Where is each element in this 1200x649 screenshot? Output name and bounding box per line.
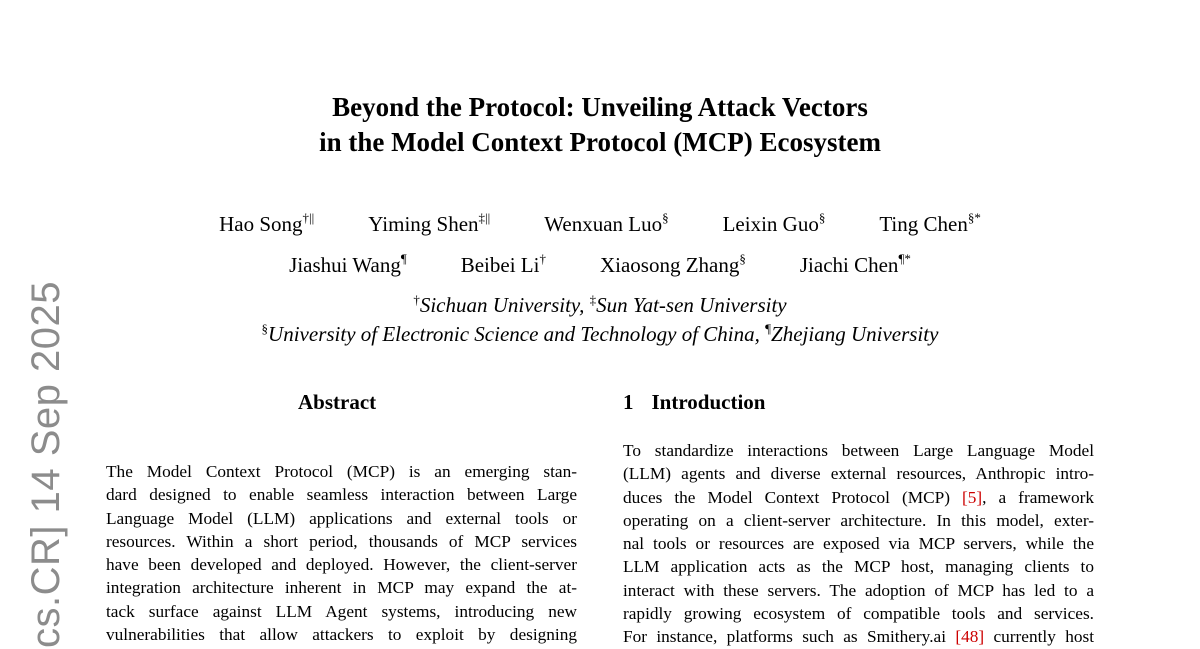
line-text: currently host bbox=[984, 627, 1095, 647]
author-name-text: Yiming Shen bbox=[368, 212, 479, 236]
line-text: (LLM) agents and diverse external resources, Anthropic intro- bbox=[623, 464, 1094, 484]
author-list-row-2 bbox=[0, 252, 1200, 278]
affiliation-name: Zhejiang University bbox=[771, 322, 939, 346]
affiliation-mark: † bbox=[413, 292, 420, 307]
citation-link[interactable]: [48] bbox=[955, 627, 985, 647]
affiliation-marks: § bbox=[662, 210, 669, 225]
author-name bbox=[544, 211, 668, 237]
affiliation-mark: ¶ bbox=[765, 321, 772, 336]
abstract-body bbox=[106, 460, 577, 646]
line-text: To standardize interactions between Large Language Model bbox=[623, 441, 1094, 460]
introduction-line bbox=[623, 532, 1094, 555]
author-name bbox=[879, 211, 981, 237]
author-name-text: Jiashui Wang bbox=[289, 253, 401, 277]
introduction-line bbox=[623, 555, 1094, 578]
introduction-line bbox=[623, 462, 1094, 485]
abstract-line: The Model Context Protocol (MCP) is an emerging stan- bbox=[106, 462, 577, 481]
affiliation-name: University of Electronic Science and Technology of China, bbox=[268, 322, 766, 346]
abstract-heading: Abstract bbox=[298, 390, 377, 414]
section-number: 1 bbox=[623, 390, 634, 414]
title-line-1: Beyond the Protocol: Unveiling Attack Vectors bbox=[332, 92, 868, 122]
affiliation-mark: ‡ bbox=[589, 292, 597, 307]
author-name-text: Ting Chen bbox=[879, 212, 968, 236]
introduction-line bbox=[623, 486, 1094, 509]
affiliation-line-2 bbox=[0, 321, 1200, 347]
affiliation-marks: ¶* bbox=[898, 251, 911, 266]
introduction-body bbox=[623, 439, 1094, 649]
line-text: For instance, platforms such as Smithery.ai bbox=[623, 627, 956, 647]
author-list-row-1 bbox=[0, 211, 1200, 237]
abstract-line: dard designed to enable seamless interaction between Large bbox=[106, 485, 577, 505]
affiliation-name: Sun Yat-sen University bbox=[596, 293, 787, 317]
affiliation-marks: §* bbox=[967, 210, 981, 225]
author-name-text: Leixin Guo bbox=[722, 212, 819, 236]
abstract-line: Language Model (LLM) applications and external tools or bbox=[106, 508, 577, 528]
author-name bbox=[461, 252, 546, 278]
introduction-line bbox=[623, 579, 1094, 602]
citation-link[interactable]: [5] bbox=[962, 487, 983, 507]
author-name-text: Wenxuan Luo bbox=[544, 212, 663, 236]
introduction-line bbox=[623, 509, 1094, 532]
title-line-2: in the Model Context Protocol (MCP) Ecosystem bbox=[319, 127, 881, 157]
author-name-text: Hao Song bbox=[219, 212, 303, 236]
author-name-text: Jiachi Chen bbox=[799, 253, 899, 277]
author-name-text: Beibei Li bbox=[460, 253, 540, 277]
introduction-line bbox=[623, 625, 1094, 648]
section-title: Introduction bbox=[651, 390, 766, 414]
author-name bbox=[600, 252, 746, 278]
affiliation-marks: † bbox=[539, 251, 546, 266]
line-text: interact with these servers. The adoption of MCP has led to a bbox=[623, 580, 1094, 600]
affiliation-marks: †|| bbox=[302, 210, 315, 225]
affiliation-name: Sichuan University, bbox=[419, 293, 590, 317]
affiliation-marks: § bbox=[739, 251, 746, 266]
abstract-line: resources. Within a short period, thousands of MCP services bbox=[106, 531, 577, 551]
abstract-line: have been developed and deployed. However, the client-server bbox=[106, 555, 577, 575]
affiliation-mark: § bbox=[261, 321, 269, 336]
affiliation-line-1 bbox=[0, 292, 1200, 318]
author-name bbox=[289, 252, 407, 278]
abstract-line: tack surface against LLM Agent systems, introducing new bbox=[106, 601, 577, 621]
abstract-line: integration architecture inherent in MCP may expand the at- bbox=[106, 578, 577, 598]
affiliation-marks: ¶ bbox=[400, 251, 407, 266]
author-name bbox=[368, 211, 490, 237]
author-name bbox=[219, 211, 314, 237]
line-text: , a framework bbox=[982, 487, 1094, 507]
introduction-line bbox=[623, 439, 1094, 462]
line-text: nal tools or resources are exposed via MCP servers, while the bbox=[623, 534, 1094, 554]
line-text: rapidly growing ecosystem of compatible tools and services. bbox=[623, 604, 1094, 624]
abstract-line: vulnerabilities that allow attackers to exploit by designing bbox=[106, 625, 577, 645]
arxiv-watermark: cs.CR] 14 Sep 2025 bbox=[24, 281, 68, 648]
affiliation-marks: § bbox=[818, 210, 826, 225]
author-name bbox=[723, 211, 826, 237]
introduction-heading bbox=[623, 389, 765, 415]
paper-title bbox=[0, 90, 1200, 160]
author-name bbox=[800, 252, 911, 278]
affiliation-marks: ‡|| bbox=[478, 210, 491, 225]
author-name-text: Xiaosong Zhang bbox=[599, 253, 740, 277]
introduction-line bbox=[623, 602, 1094, 625]
line-text: LLM application acts as the MCP host, managing clients to bbox=[623, 557, 1094, 577]
line-text: duces the Model Context Protocol (MCP) bbox=[623, 487, 962, 507]
line-text: operating on a client-server architecture. In this model, exter- bbox=[623, 510, 1094, 530]
